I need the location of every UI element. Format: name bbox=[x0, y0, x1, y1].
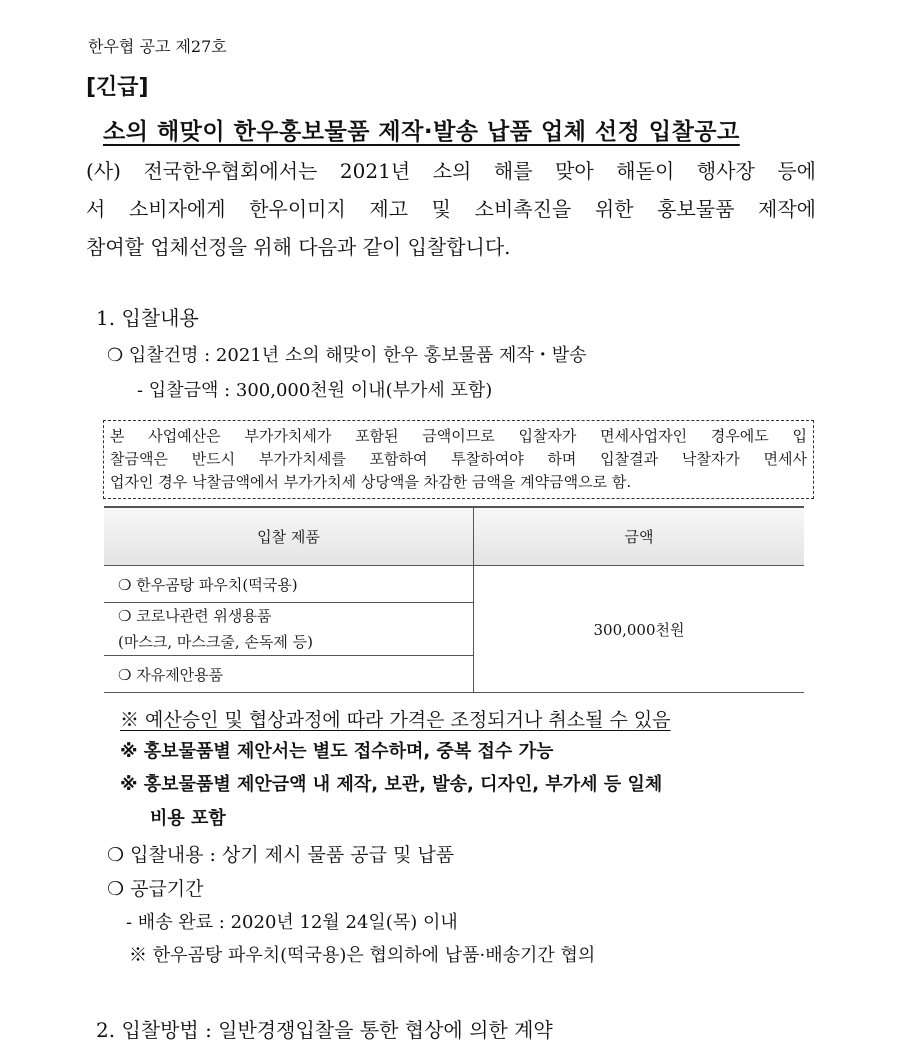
bid-amount: - 입찰금액 : 300,000천원 이내(부가세 포함) bbox=[137, 380, 493, 401]
supply-period: ❍ 공급기간 bbox=[107, 878, 204, 900]
intro-line: (사) 전국한우협회에서는 2021년 소의 해를 맞아 해돋이 행사장 등에 bbox=[86, 159, 816, 183]
section-1-heading: 1. 입찰내용 bbox=[96, 306, 199, 330]
remark-costs-continued: 비용 포함 bbox=[150, 808, 226, 829]
table-header-row bbox=[104, 507, 804, 566]
notice-number: 한우협 공고 제27호 bbox=[88, 37, 227, 56]
product-item bbox=[104, 603, 474, 656]
intro-line: 참여할 업체선정을 위해 다음과 같이 입찰합니다. bbox=[86, 235, 511, 259]
note-line: 업자인 경우 낙찰금액에서 부가가치세 상당액을 차감한 금액을 계약금액으로 함. bbox=[110, 473, 632, 491]
amount-cell: 300,000천원 bbox=[474, 566, 805, 693]
product-item: ❍ 자유제안용품 bbox=[104, 656, 474, 693]
urgent-tag: [긴급] bbox=[86, 75, 149, 100]
section-2-heading: 2. 입찰방법 : 일반경쟁입찰을 통한 협상에 의한 계약 bbox=[96, 1018, 553, 1042]
product-table bbox=[104, 506, 804, 693]
vat-note-box bbox=[103, 420, 814, 499]
delivery-deadline: - 배송 완료 : 2020년 12월 24일(목) 이내 bbox=[126, 912, 458, 933]
column-header-product: 입찰 제품 bbox=[104, 507, 474, 566]
note-line: 본 사업예산은 부가가치세가 포함된 금액이므로 입찰자가 면세사업자인 경우에도 입 bbox=[110, 427, 807, 445]
page-title: 소의 해맞이 한우홍보물품 제작·발송 납품 업체 선정 입찰공고 bbox=[103, 119, 740, 145]
table-row bbox=[104, 566, 804, 603]
note-line: 찰금액은 반드시 부가가치세를 포함하여 투찰하여야 하며 입찰결과 낙찰자가 면세사 bbox=[110, 450, 807, 468]
column-header-amount: 금액 bbox=[474, 507, 805, 566]
delivery-note: ※ 한우곰탕 파우치(떡국용)은 협의하에 납품·배송기간 협의 bbox=[129, 945, 596, 966]
intro-line: 서 소비자에게 한우이미지 제고 및 소비촉진을 위한 홍보물품 제작에 bbox=[86, 197, 816, 221]
remark-costs: ※ 홍보물품별 제안금액 내 제작, 보관, 발송, 디자인, 부가세 등 일체 bbox=[120, 774, 663, 795]
product-item-detail: (마스크, 마스크줄, 손독제 등) bbox=[118, 633, 313, 651]
remark-budget: ※ 예산승인 및 협상과정에 따라 가격은 조정되거나 취소될 수 있음 bbox=[120, 709, 671, 731]
product-item: ❍ 한우곰탕 파우치(떡국용) bbox=[104, 566, 474, 603]
intro-paragraph bbox=[86, 152, 816, 266]
product-item-label: ❍ 코로나관련 위생용품 bbox=[118, 607, 272, 625]
remark-proposal: ※ 홍보물품별 제안서는 별도 접수하며, 중복 접수 가능 bbox=[120, 741, 554, 762]
bid-content: ❍ 입찰내용 : 상기 제시 물품 공급 및 납품 bbox=[107, 844, 455, 866]
bid-name: ❍ 입찰건명 : 2021년 소의 해맞이 한우 홍보물품 제작・발송 bbox=[107, 345, 587, 366]
